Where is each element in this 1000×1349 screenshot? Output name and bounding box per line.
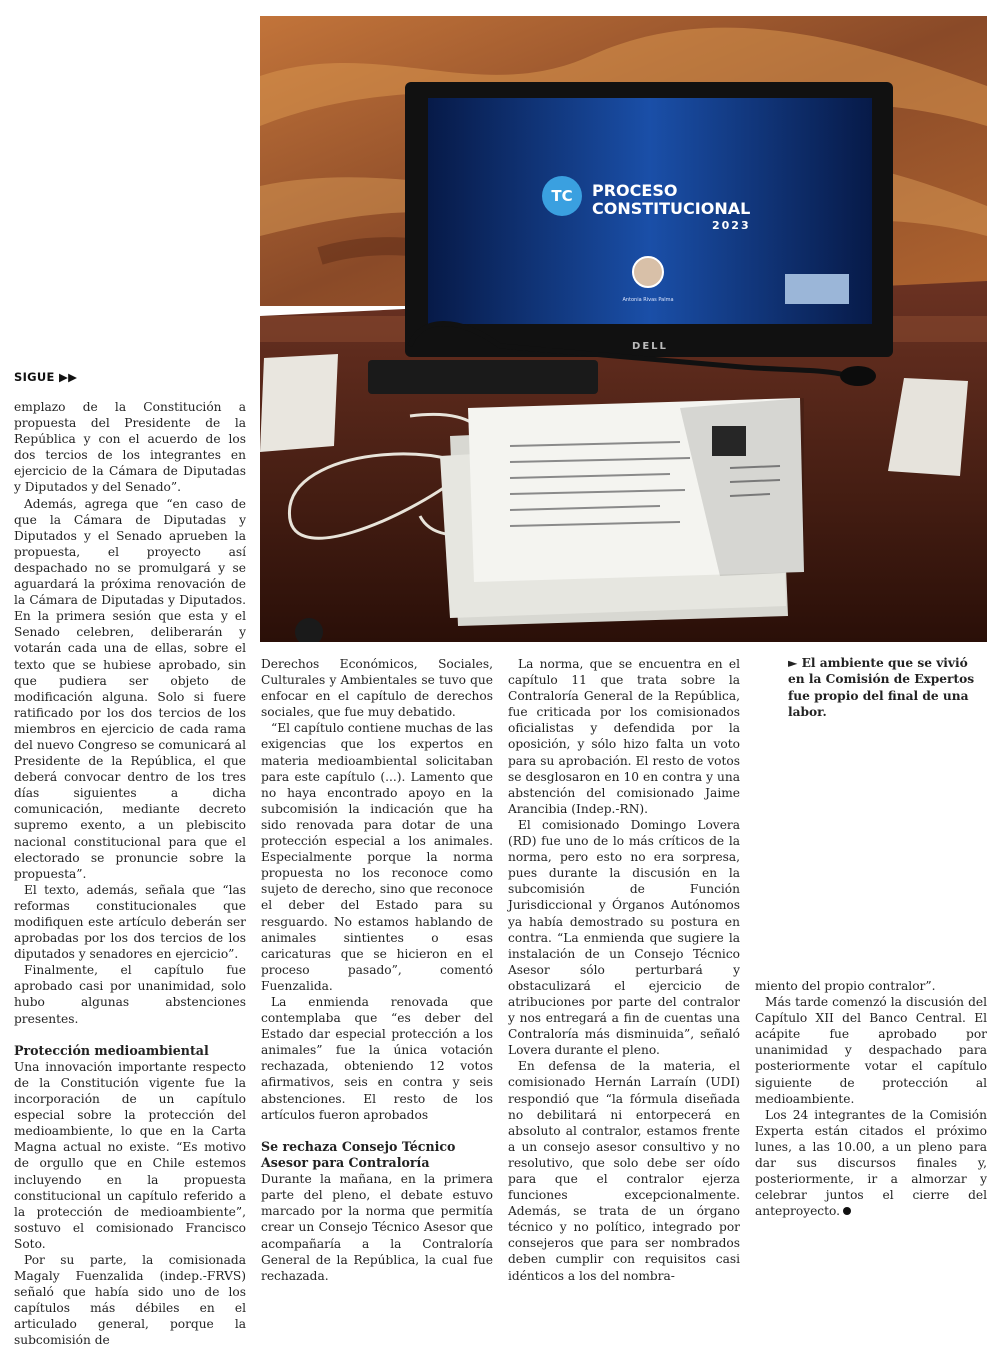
column-3 — [508, 656, 740, 1284]
paragraph: La enmienda renovada que contemplaba que “es deber del Estado dar especial protección a los animales” fue la única votación rechazada, obteniendo 12 votos afirmativos, seis en contra y seis abstenciones. El resto de los artículos fueron aprobados — [261, 994, 493, 1122]
napkin-left — [260, 354, 338, 452]
paragraph-text: Los 24 integrantes de la Comisión Experta están citados el próximo lunes, a las 10.00, a un pleno para dar sus discursos finales y, posteriormente, ir a almorzar y celebrar juntos el cierre del anteproyecto. — [755, 1107, 987, 1219]
article-photo — [260, 16, 987, 642]
photo-caption: ► El ambiente que se vivió en la Comisión de Expertos fue propio del final de una labor. — [788, 656, 975, 720]
screen-logo-text: TC — [551, 187, 573, 205]
monitor-brand: DELL — [632, 341, 668, 352]
paragraph: Por su parte, la comisionada Magaly Fuenzalida (indep.-FRVS) señaló que había sido uno de los capítulos más débiles en el articulado general, porque la subcomisión de — [14, 1252, 246, 1348]
paragraph: Además, agrega que “en caso de que la Cámara de Diputadas y Diputados y el Senado aprueben la propuesta, el proyecto así despachado no se promulgará y se aguardará la próxima renovación de la Cámara de Diputadas y Diputados. En la primera sesión que esta y el Senado celebren, deliberarán y votarán cada una de ellas, sobre el texto que se hubiese aprobado, sin que pudiera ser objeto de modificación alguna. Solo si fuere ratificado por los dos tercios de los miembros en ejercicio de cada rama del nuevo Congreso se comunicará al Presidente de la República, el que deberá convocar dentro de los tres días siguientes a dicha comunicación, mediante decreto supremo exento, a un plebiscito nacional constitucional para que el electorado se pronuncie sobre la propuesta”. — [14, 496, 246, 881]
column-4 — [755, 978, 987, 1219]
paragraph: Durante la mañana, en la primera parte del pleno, el debate estuvo marcado por la norma que permitía crear un Consejo Técnico Asesor que acompañaría a la Contraloría General de la República, la cual fue rechazada. — [261, 1172, 493, 1283]
screen-speaker: Antonia Rivas Palma — [622, 297, 674, 303]
paragraph: En defensa de la materia, el comisionado Hernán Larraín (UDI) respondió que “la fórmula diseñada no debilitará ni entorpecerá en absoluto al contralor, estamos frente a un consejo asesor consultivo y no resolutivo, que solo debe ser oído para que el contralor ejerza funciones excepcionalmente. Además, se trata de un órgano técnico y no político, integrado por consejeros que para ser nombrados deben cumplir con requisitos casi idénticos a los del nombra- — [508, 1059, 740, 1283]
speaker-avatar — [633, 257, 663, 287]
paragraph: Finalmente, el capítulo fue aprobado casi por unanimidad, solo hubo algunas abstenciones presentes. — [14, 963, 246, 1026]
paragraph: El texto, además, señala que “las reformas constitucionales que modifiquen este artículo deberán ser aprobadas por los dos tercios de los diputados y senadores en ejercicio”. — [14, 882, 246, 962]
paragraph: La norma, que se encuentra en el capítulo 11 que trata sobre la Contraloría General de la República, fue criticada por los comisionados oficialistas y defendida por la oposición, y sólo hizo falta un voto para su aprobación. El resto de votos se desglosaron en 10 en contra y una abstención del comisionado Jaime Arancibia (Indep.-RN). — [508, 657, 740, 816]
column-2 — [261, 656, 493, 1284]
subheading: Protección medioambiental — [14, 1042, 209, 1058]
screen-video-thumb — [785, 274, 849, 304]
paragraph: Una innovación importante respecto de la Constitución vigente fue la incorporación de un capítulo especial sobre la protección del medioambiente, lo que en la Carta Magna actual no existe. “Es motivo de orgullo que en Chile estemos incluyendo en la propuesta constitucional un capítulo referido a la protección de medioambiente”, sostuvo el comisionado Francisco Soto. — [14, 1059, 246, 1251]
end-of-article-icon — [843, 1207, 851, 1215]
paragraph: Derechos Económicos, Sociales, Culturales y Ambientales se tuvo que enfocar en el capítulo de derechos sociales, que fue muy debatido. — [261, 657, 493, 720]
continues-label: SIGUE ▶▶ — [14, 370, 78, 384]
paragraph: El comisionado Domingo Lovera (RD) fue uno de lo más críticos de la norma, pero esto no era sorpresa, pues durante la discusión en la subcomisión de Función Jurisdiccional y Órganos Autónomos ya había demostrado su postura en contra. “La enmienda que sugiere la instalación de un Consejo Técnico Asesor sólo perturbará y obstaculizará el ejercicio de atribuciones por parte del contralor y nos entregará a fin de cuentas una Contraloría más disminuida”, señaló Lovera durante el pleno. — [508, 817, 740, 1058]
column-1 — [14, 399, 246, 1349]
subheading: Se rechaza Consejo Técnico Asesor para Contraloría — [261, 1138, 456, 1170]
paragraph: emplazo de la Constitución a propuesta del Presidente de la República y con el acuerdo de los dos tercios de los integrantes en ejercicio de la Cámara de Diputadas y Diputados y del Senado”. — [14, 400, 246, 495]
screen-title-2: CONSTITUCIONAL — [592, 199, 751, 218]
mic-base — [368, 360, 598, 394]
screen-title-1: PROCESO — [592, 181, 678, 200]
mic-head — [840, 366, 876, 386]
paragraph: Más tarde comenzó la discusión del Capítulo XII del Banco Central. El acápite fue aprobado por unanimidad y despachado para posteriormente votar el capítulo siguiente de protección al medioambiente. — [755, 995, 987, 1106]
screen-year: 2023 — [712, 219, 751, 232]
paragraph: miento del propio contralor”. — [755, 979, 936, 993]
paragraph — [755, 1107, 987, 1220]
paragraph: “El capítulo contiene muchas de las exigencias que los expertos en materia medioambiental solicitaban para este capítulo (...). Lamento que no haya encontrado apoyo en la subcomisión la indicación que ha sido renovada para dotar de una protección especial a los animales. Especialmente porque la norma propuesta no los reconoce como sujeto de derecho, sino que reconoce el deber del Estado para su resguardo. No estamos hablando de animales sintientes o esas caricaturas que se hicieron en el proceso pasado”, comentó Fuenzalida. — [261, 721, 493, 993]
